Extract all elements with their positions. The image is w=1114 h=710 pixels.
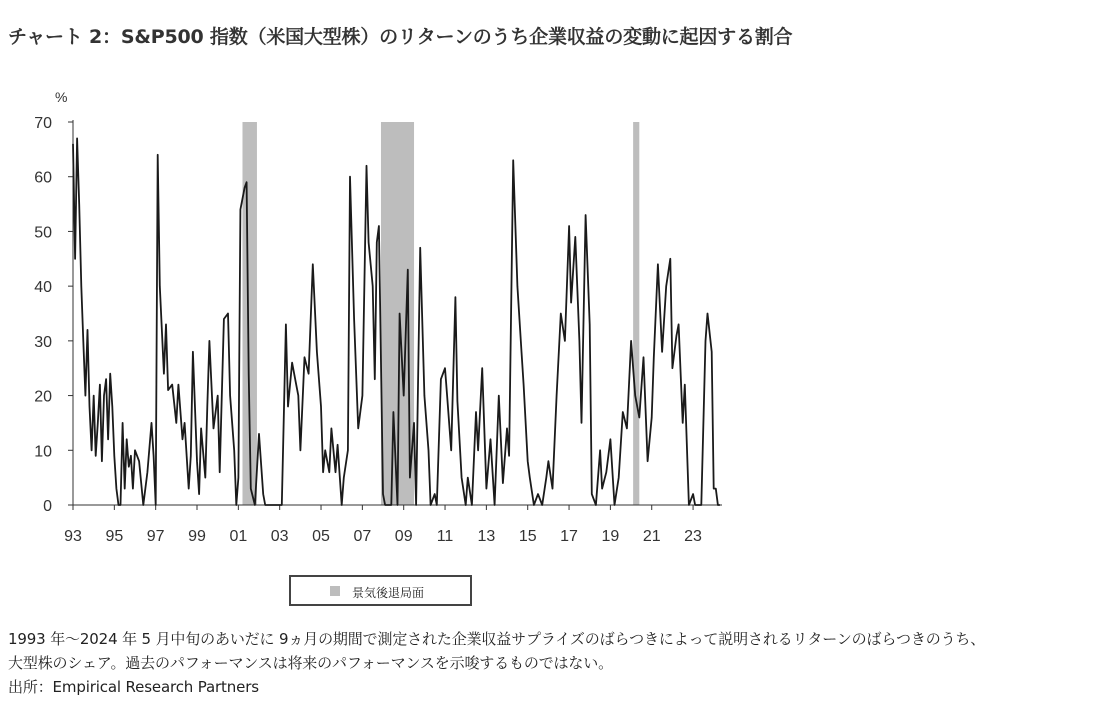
- footnote-line-1: 1993 年～2024 年 5 月中旬のあいだに 9ヵ月の期間で測定された企業収益サプライズのばらつきによって説明されるリターンのばらつきのうち、: [8, 630, 986, 648]
- footnote-line-2: 大型株のシェア。過去のパフォーマンスは将来のパフォーマンスを示唆するものではない。: [8, 654, 613, 672]
- x-tick-label-03: 03: [270, 528, 289, 545]
- x-tick-label-15: 15: [518, 528, 537, 545]
- x-tick-label-19: 19: [601, 528, 620, 545]
- x-tick-label-17: 17: [560, 528, 578, 545]
- recession-band-2: [633, 122, 639, 505]
- x-tick-label-05: 05: [312, 528, 330, 545]
- x-tick-label-23: 23: [684, 528, 702, 545]
- source-note: 出所：Empirical Research Partners: [8, 678, 259, 696]
- x-tick-label-97: 97: [146, 528, 165, 545]
- x-tick-label-01: 01: [229, 528, 248, 545]
- y-tick-label-20: 20: [34, 388, 52, 406]
- x-tick-label-09: 09: [394, 528, 413, 545]
- legend-swatch-recession: [330, 586, 340, 596]
- recession-bands: [242, 122, 639, 505]
- y-tick-label-10: 10: [34, 443, 52, 461]
- x-tick-label-99: 99: [188, 528, 206, 545]
- y-tick-label-60: 60: [34, 169, 52, 187]
- y-tick-label-30: 30: [34, 333, 52, 351]
- y-tick-label-40: 40: [34, 279, 52, 297]
- x-tick-label-11: 11: [436, 528, 454, 545]
- legend: [289, 575, 472, 606]
- y-unit-label: %: [55, 89, 68, 105]
- y-tick-label-0: 0: [43, 498, 52, 515]
- x-tick-label-21: 21: [642, 528, 661, 545]
- x-tick-label-07: 07: [353, 528, 372, 545]
- x-tick-label-95: 95: [105, 528, 124, 545]
- y-tick-label-50: 50: [34, 224, 52, 242]
- y-tick-label-70: 70: [34, 115, 52, 132]
- x-tick-label-93: 93: [64, 528, 82, 545]
- chart-title: チャート 2：S&P500 指数（米国大型株）のリターンのうち企業収益の変動に起因する割合: [8, 26, 793, 48]
- legend-label-recession: 景気後退局面: [352, 586, 425, 600]
- x-tick-label-13: 13: [477, 528, 496, 545]
